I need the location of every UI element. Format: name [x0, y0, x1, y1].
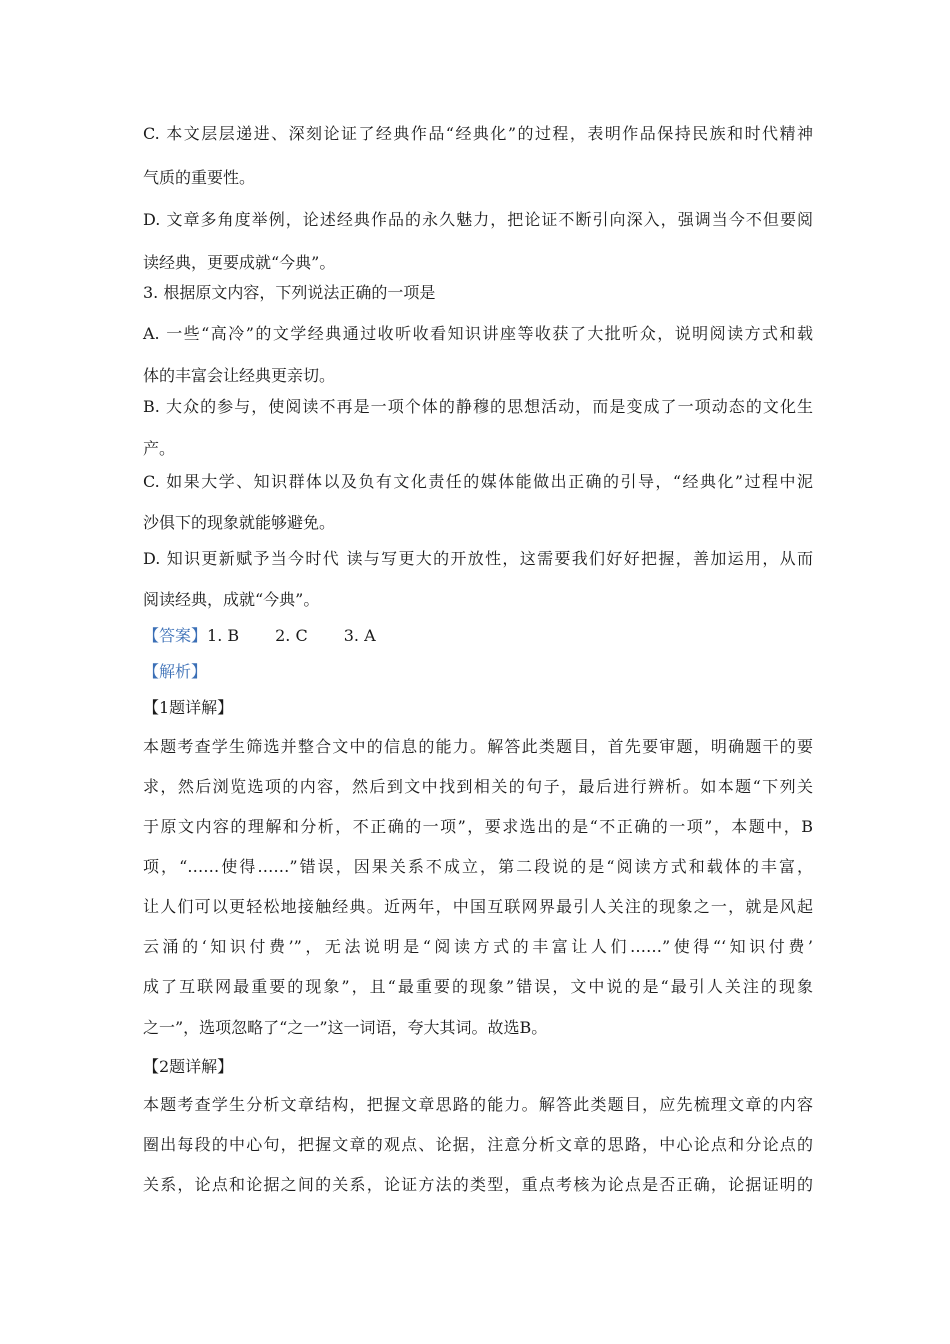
q2-option-d-line-2: 读经典，更要成就“今典”。 [143, 253, 336, 272]
q2-option-c-line-2: 气质的重要性。 [143, 168, 256, 187]
answer-2: 2. C [275, 626, 308, 645]
q3-option-b-line-2: 产。 [143, 439, 176, 458]
detail-1-line-1: 本题考查学生筛选并整合文中的信息的能力。解答此类题目，首先要审题，明确题干的要 [143, 737, 813, 756]
q2-option-c-line-1: C. 本文层层递进、深刻论证了经典作品“经典化”的过程，表明作品保持民族和时代精神 [143, 124, 813, 143]
detail-2-line-1: 本题考查学生分析文章结构，把握文章思路的能力。解答此类题目，应先梳理文章的内容 [143, 1095, 813, 1114]
q3-option-c-line-2: 沙俱下的现象就能够避免。 [143, 513, 336, 532]
detail-1-line-3: 于原文内容的理解和分析，不正确的一项”，要求选出的是“不正确的一项”，本题中，B [143, 817, 813, 836]
q3-option-b-line-1: B. 大众的参与，使阅读不再是一项个体的静穆的思想活动，而是变成了一项动态的文化生 [143, 397, 813, 416]
detail-1-line-6: 云涌的‘知识付费’”，无法说明是“阅读方式的丰富让人们……”使得“‘知识付费’ [143, 937, 813, 956]
q3-stem: 3. 根据原文内容，下列说法正确的一项是 [143, 283, 436, 302]
detail-1-line-7: 成了互联网最重要的现象”，且“最重要的现象”错误，文中说的是“最引人关注的现象 [143, 977, 813, 996]
detail-1-line-5: 让人们可以更轻松地接触经典。近两年，中国互联网界最引人关注的现象之一，就是风起 [143, 897, 813, 916]
detail-1-line-8: 之一”，选项忽略了“之一”这一词语，夸大其词。故选B。 [143, 1018, 548, 1037]
q2-option-d-line-1: D. 文章多角度举例，论述经典作品的永久魅力，把论证不断引向深入，强调当今不但要阅 [143, 210, 813, 229]
q3-option-d-line-1: D. 知识更新赋予当今时代 读与写更大的开放性，这需要我们好好把握，善加运用，从而 [143, 549, 813, 568]
answer-line [143, 626, 813, 646]
answer-1: 1. B [207, 626, 240, 645]
analysis-label: 【解析】 [143, 662, 208, 681]
q3-option-a-line-1: A. 一些“高冷”的文学经典通过收听收看知识讲座等收获了大批听众，说明阅读方式和载 [143, 324, 813, 343]
detail-2-line-3: 关系，论点和论据之间的关系，论证方法的类型，重点考核为论点是否正确，论据证明的 [143, 1175, 813, 1194]
q3-option-c-line-1: C. 如果大学、知识群体以及负有文化责任的媒体能做出正确的引导，“经典化”过程中泥 [143, 472, 813, 491]
q3-option-d-line-2: 阅读经典，成就“今典”。 [143, 590, 320, 609]
q3-option-a-line-2: 体的丰富会让经典更亲切。 [143, 366, 336, 385]
detail-1-line-2: 求，然后浏览选项的内容，然后到文中找到相关的句子，最后进行辨析。如本题“下列关 [143, 777, 813, 796]
detail-2-title: 【2题详解】 [143, 1057, 234, 1076]
detail-2-line-2: 圈出每段的中心句，把握文章的观点、论据，注意分析文章的思路，中心论点和分论点的 [143, 1135, 813, 1154]
answer-label: 【答案】 [143, 626, 208, 645]
answer-3: 3. A [343, 626, 376, 645]
detail-1-line-4: 项，“……使得……”错误，因果关系不成立，第二段说的是“阅读方式和载体的丰富， [143, 857, 813, 876]
detail-1-title: 【1题详解】 [143, 698, 234, 717]
